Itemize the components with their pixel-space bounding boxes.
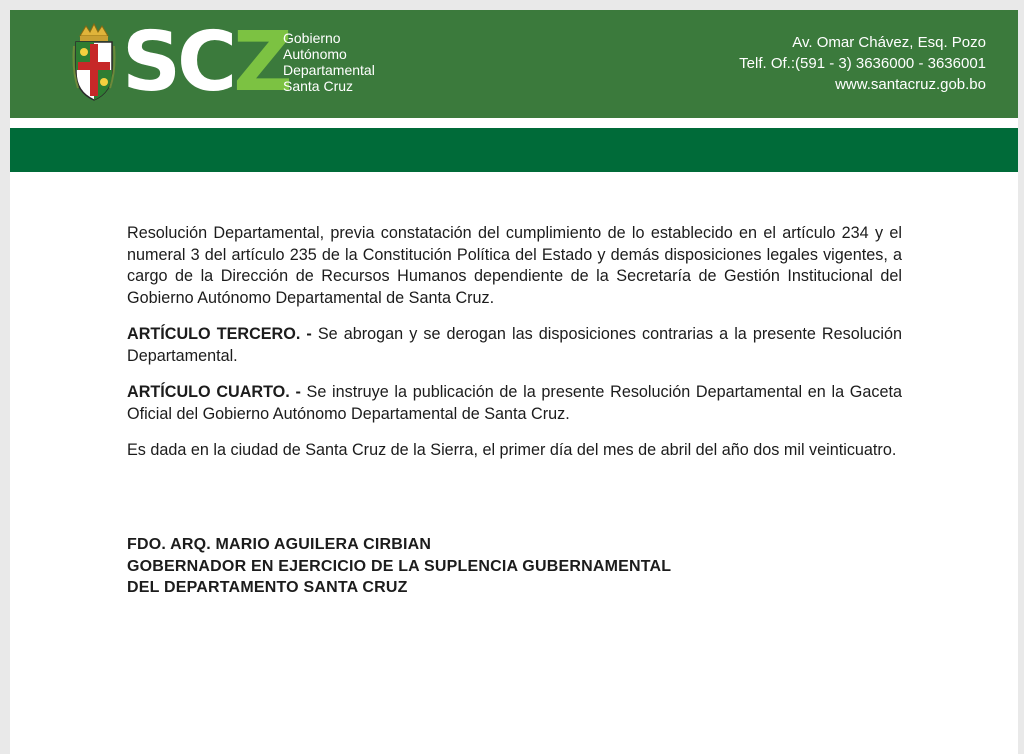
article-text: Se abrogan y se derogan las disposiciones contrarias a la presente Resolución Departamental. — [127, 325, 903, 365]
website-line: www.santacruz.gob.bo — [835, 76, 986, 93]
article-heading: ARTÍCULO CUARTO. - — [127, 383, 301, 401]
paragraph-intro: Resolución Departamental, previa constatación del cumplimiento de lo establecido en el artículo 234 y el numeral 3 del artículo 235 de la Constitución Política del Estado y demás disposiciones legales vigentes, a cargo de la Dirección de Recursos Humanos dependiente de la Secretaría de Gestión Institucional del Gobierno Autónomo Departamental de Santa Cruz. — [127, 224, 902, 307]
signature-block — [127, 534, 671, 599]
organization-name — [283, 30, 375, 94]
logo-text-green: Z — [233, 15, 289, 110]
org-line: Gobierno — [283, 30, 341, 46]
letterhead-header — [10, 10, 1018, 118]
closing-paragraph: Es dada en la ciudad de Santa Cruz de la Sierra, el primer día del mes de abril del año dos mil veinticuatro. — [127, 441, 897, 459]
document-body — [127, 223, 902, 477]
org-line: Autónomo — [283, 46, 347, 62]
header-green-band — [10, 128, 1018, 172]
coat-of-arms-icon — [72, 22, 116, 102]
org-line: Santa Cruz — [283, 78, 354, 94]
phone-line: Telf. Of.:(591 - 3) 3636000 - 3636001 — [739, 55, 986, 72]
signatory-name: FDO. ARQ. MARIO AGUILERA CIRBIAN — [127, 536, 432, 553]
signatory-title: GOBERNADOR EN EJERCICIO DE LA SUPLENCIA GUBERNAMENTAL — [127, 557, 672, 575]
document-page — [10, 10, 1018, 754]
scz-logo — [122, 15, 289, 110]
logo-text-white: SC — [122, 15, 234, 110]
org-line: Departamental — [283, 62, 375, 78]
address-line: Av. Omar Chávez, Esq. Pozo — [792, 34, 986, 51]
article-third — [127, 324, 902, 367]
article-text: Se instruye la publicación de la presente Resolución Departamental en la Gaceta Oficial del Gobierno Autónomo Departamental de Santa Cruz. — [127, 383, 902, 423]
signatory-department: DEL DEPARTAMENTO SANTA CRUZ — [127, 579, 408, 596]
article-heading: ARTÍCULO TERCERO. - — [127, 325, 312, 343]
article-fourth — [127, 382, 902, 425]
contact-info — [739, 32, 986, 95]
